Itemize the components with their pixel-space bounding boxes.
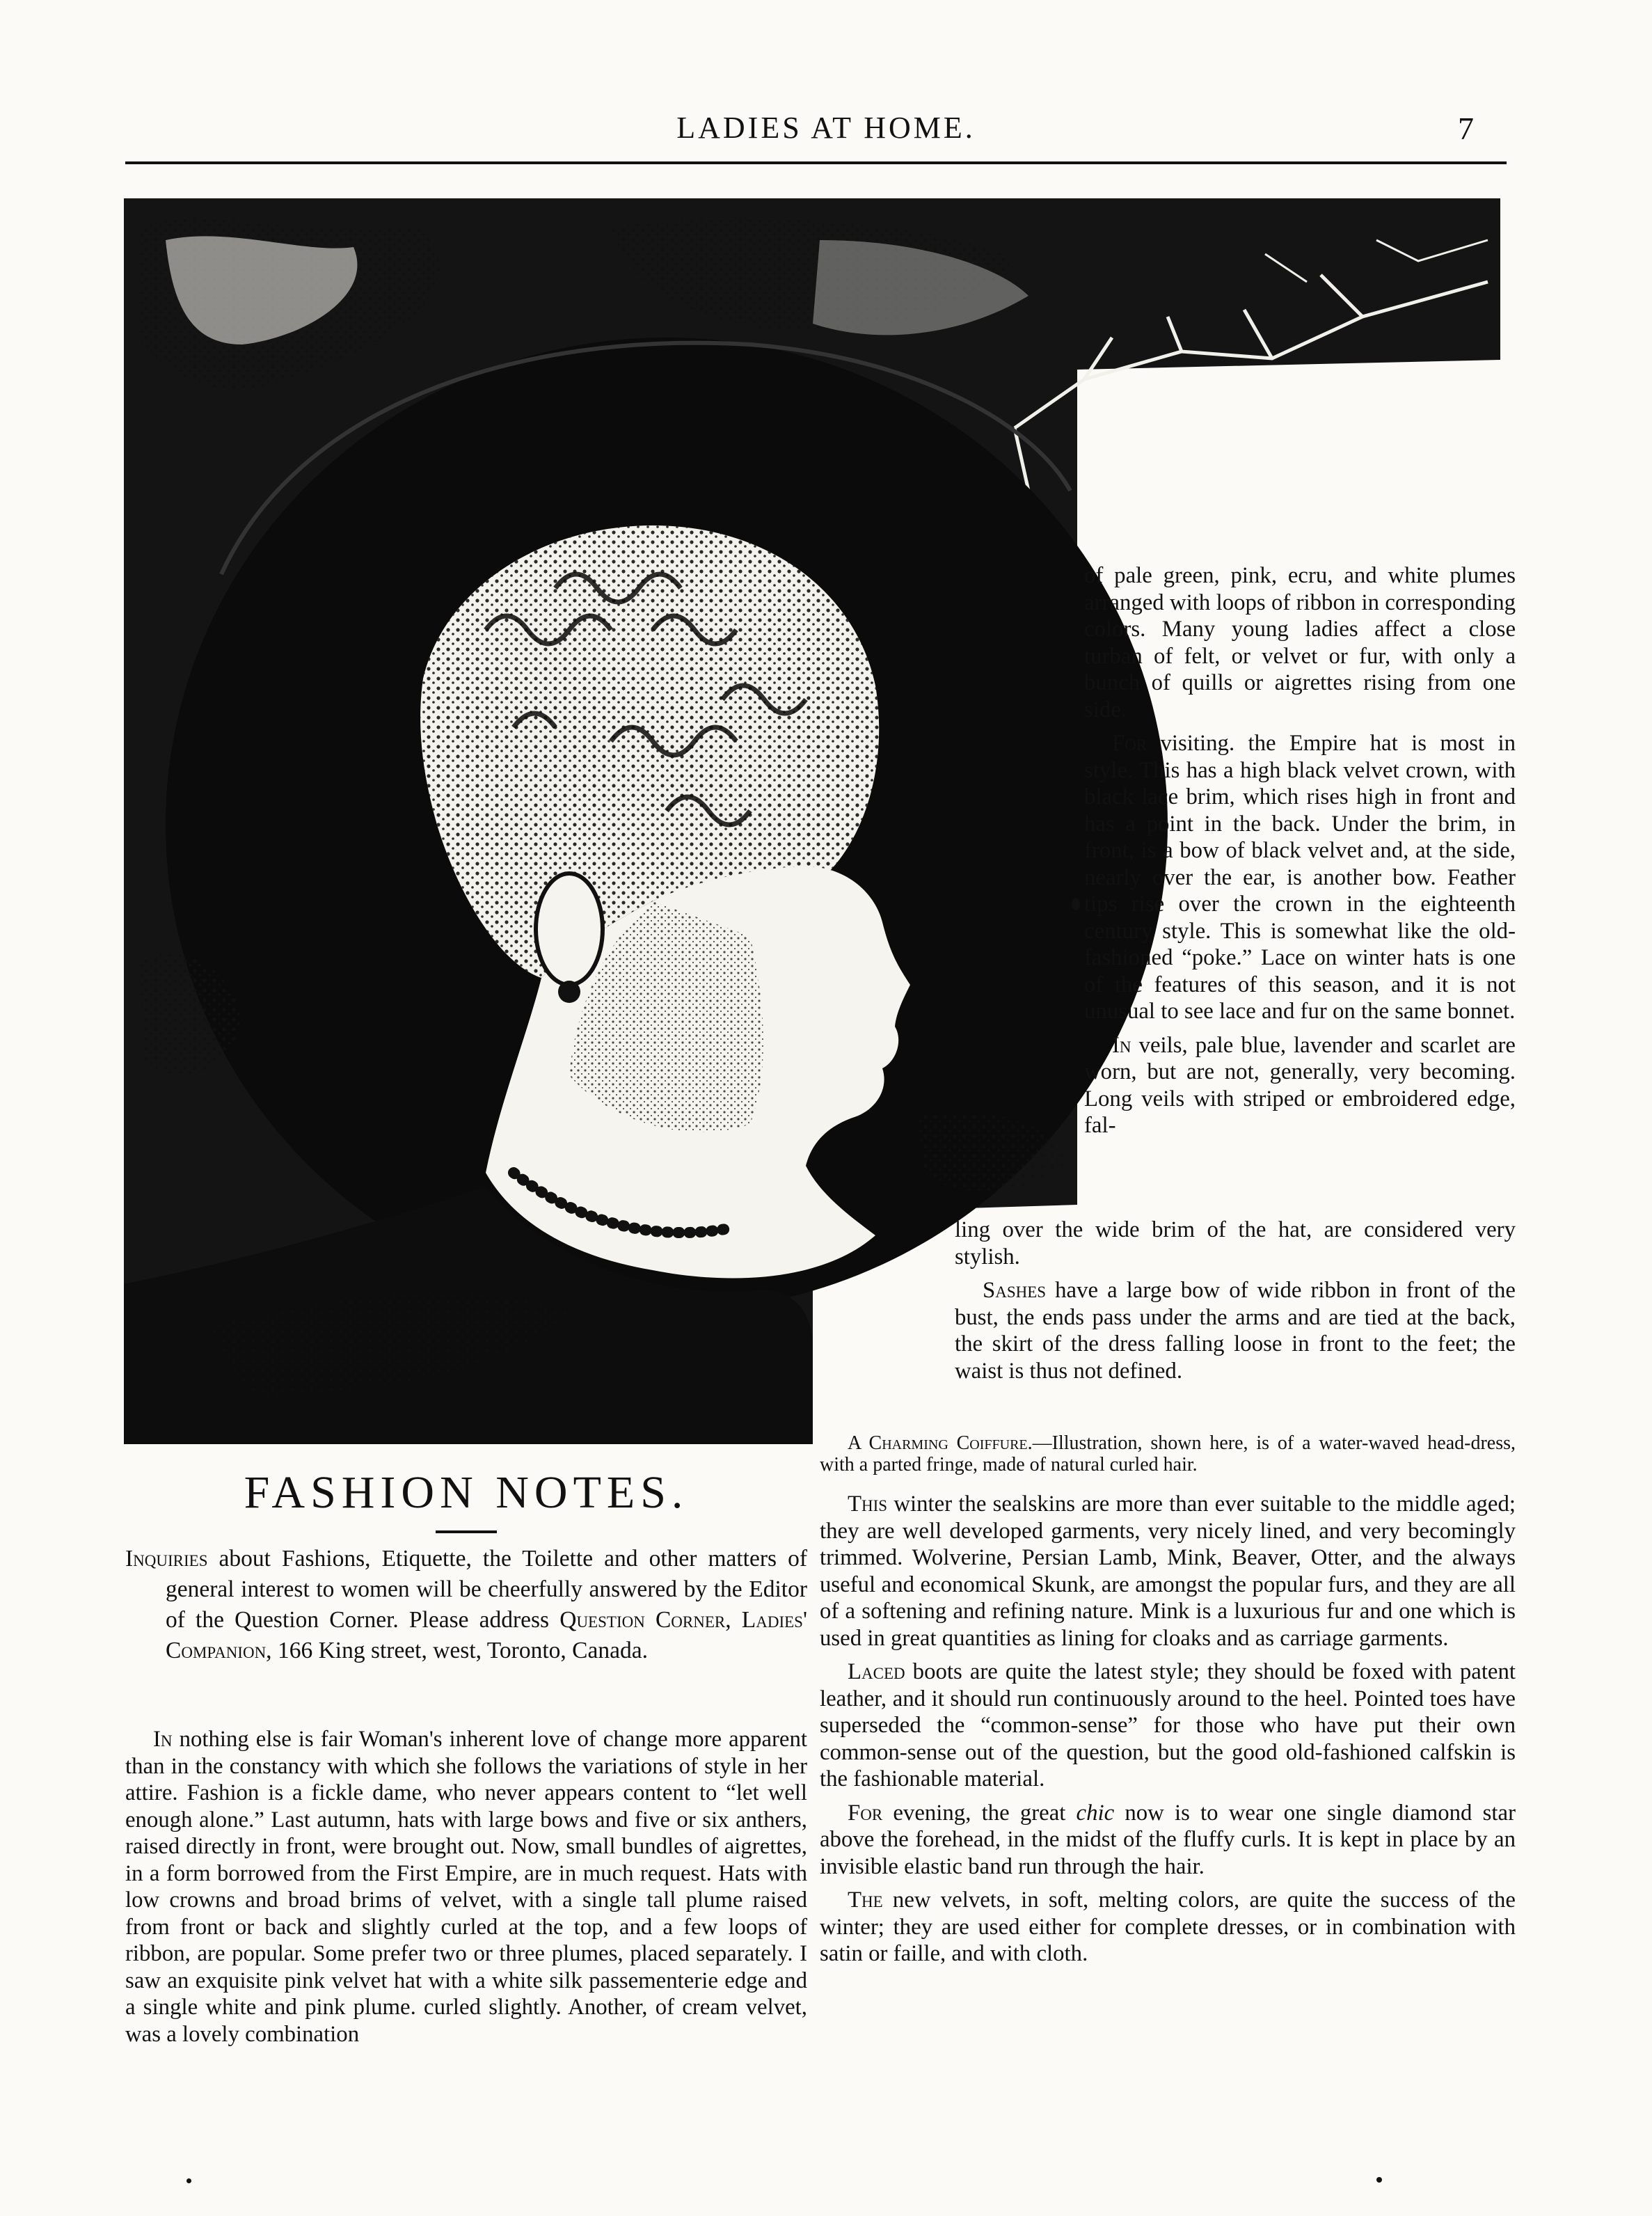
paragraph-text: winter the sealskins are more than ever suitable to the middle aged; they are well developed garments, very nicely lined, and very becomingly trimmed. Wolverine, Persian Lamb, Mink, Beaver, Otter, and the always useful and economical Skunk, are amongst the popular furs, and they are all of a softening and refining nature. Mink is a luxurious fur and one which is used in great quantities as lining for cloaks and as carriage garments. — [820, 1491, 1516, 1651]
lead-word: In — [1112, 1032, 1131, 1058]
paragraph-text: veils, pale blue, lavender and scarlet are worn, but are not, generally, very becoming. Long veils with striped or embroidered edge, fal- — [1084, 1032, 1516, 1138]
section-heading — [125, 1465, 807, 1533]
right-column-bottom — [820, 1432, 1516, 1974]
right-column-top — [1084, 562, 1516, 1146]
print-speck — [1376, 2177, 1382, 2183]
paragraph-text: about Fashions, Etiquette, the Toilette and other matters of general interest to women will be cheerfully answered by the Editor of the Question Corner. Please address — [166, 1546, 807, 1633]
paragraph-text: new velvets, in soft, melting colors, are quite the success of the winter; they are used either for complete dresses, or in combination with satin or faille, and with cloth. — [820, 1887, 1516, 1966]
illustration-caption — [820, 1432, 1516, 1475]
paragraph-text: have a large bow of wide ribbon in front of the bust, the ends pass under the arms and are tied at the back, the skirt of the dress falling loose in front to the feet; the waist is thus not defined. — [955, 1278, 1516, 1384]
caption-lead: A Charming Coiffure. — [848, 1432, 1033, 1454]
lead-word: This — [848, 1491, 888, 1517]
left-column-body — [125, 1726, 807, 2055]
running-title: LADIES AT HOME. — [676, 111, 976, 145]
lead-word: The — [848, 1887, 883, 1913]
veils-continuation: ling over the wide brim of the hat, are considered very stylish. — [955, 1217, 1516, 1269]
caption-text: —Illustration, shown here, is of a water-waved head-dress, with a parted fringe, made of natural curled hair. — [820, 1432, 1516, 1475]
paragraph-text: nothing else is fair Woman's inherent love of change more apparent than in the constancy with which she follows the variations of style in her attire. Fashion is a fickle dame, who never appears content to “let well enough alone.” Last autumn, hats with large bows and five or six anthers, raised directly in front, were brought out. Now, small bundles of aigrettes, in a form borrowed from the First Empire, are in much request. Hats with low crowns and broad brims of velvet, with a single tall plume raised from front or back and slightly curled at the top, and a few loops of ribbon, are popular. Some prefer two or three plumes, placed separately. I saw an exquisite pink velvet hat with a white silk passementerie edge and a single white and pink plume. curled slightly. Another, of cream velvet, was a lovely combination — [125, 1727, 807, 2047]
evening-paragraph — [820, 1800, 1516, 1881]
lead-word: For — [848, 1800, 883, 1826]
lead-word: Laced — [848, 1659, 905, 1684]
plumes-continuation: of pale green, pink, ecru, and white plumes arranged with loops of ribbon in corresponding colors. Many young ladies affect a close turban of felt, or velvet or fur, with only a bunch of quills or aigrettes rising from one side. — [1084, 563, 1516, 722]
sealskins-paragraph — [820, 1491, 1516, 1652]
velvets-paragraph — [820, 1887, 1516, 1968]
paragraph-text: visiting. the Empire hat is most in style. This has a high black velvet crown, with black lace brim, which rises high in front and has a point in the back. Under the brim, in front, is a bow of black velvet and, at the side, nearly over the ear, is another bow. Feather tips rise over the crown in the eighteenth century style. This is somewhat like the old-fashioned “poke.” Lace on winter hats is one of the features of this season, and it is not unusual to see lace and fur on the same bonnet. — [1084, 731, 1516, 1024]
header-rule — [125, 161, 1507, 164]
sashes-paragraph — [955, 1277, 1516, 1384]
inquiries-notice — [125, 1544, 807, 1666]
lead-word: In — [153, 1727, 173, 1752]
inquiries-paragraph — [125, 1544, 807, 1666]
paragraph-text: now is to wear one single diamond star above the forehead, in the midst of the fluffy curls. It is kept in place by an invisible elastic band run through the hair. — [820, 1800, 1516, 1879]
paragraph-text: 166 King street, west, Toronto, Canada. — [271, 1638, 648, 1663]
right-column-middle — [955, 1217, 1516, 1391]
print-speck — [1072, 898, 1080, 910]
lead-word: For — [1112, 731, 1147, 756]
fashion-notes-title: FASHION NOTES. — [244, 1467, 689, 1518]
chic-word: chic — [1076, 1800, 1115, 1826]
page-number: 7 — [1458, 111, 1474, 146]
lead-word: Inquiries — [125, 1546, 208, 1572]
laced-boots-paragraph — [820, 1659, 1516, 1793]
veils-paragraph — [1084, 1032, 1516, 1139]
paragraph-text: evening, the great — [882, 1800, 1077, 1826]
print-speck — [186, 2178, 191, 2183]
change-paragraph — [125, 1726, 807, 2048]
address-caps: Question Corner, Ladies' Companion, — [166, 1607, 807, 1663]
heading-rule — [436, 1530, 497, 1533]
ear — [536, 873, 603, 985]
visiting-paragraph — [1084, 730, 1516, 1025]
lead-word: Sashes — [983, 1278, 1047, 1303]
paragraph-text: boots are quite the latest style; they should be foxed with patent leather, and it should run continuously around to the heel. Pointed toes have superseded the “common-sense” for those who have put their own common-sense out of the question, but the good old-fashioned calfskin is the fashionable material. — [820, 1659, 1516, 1791]
